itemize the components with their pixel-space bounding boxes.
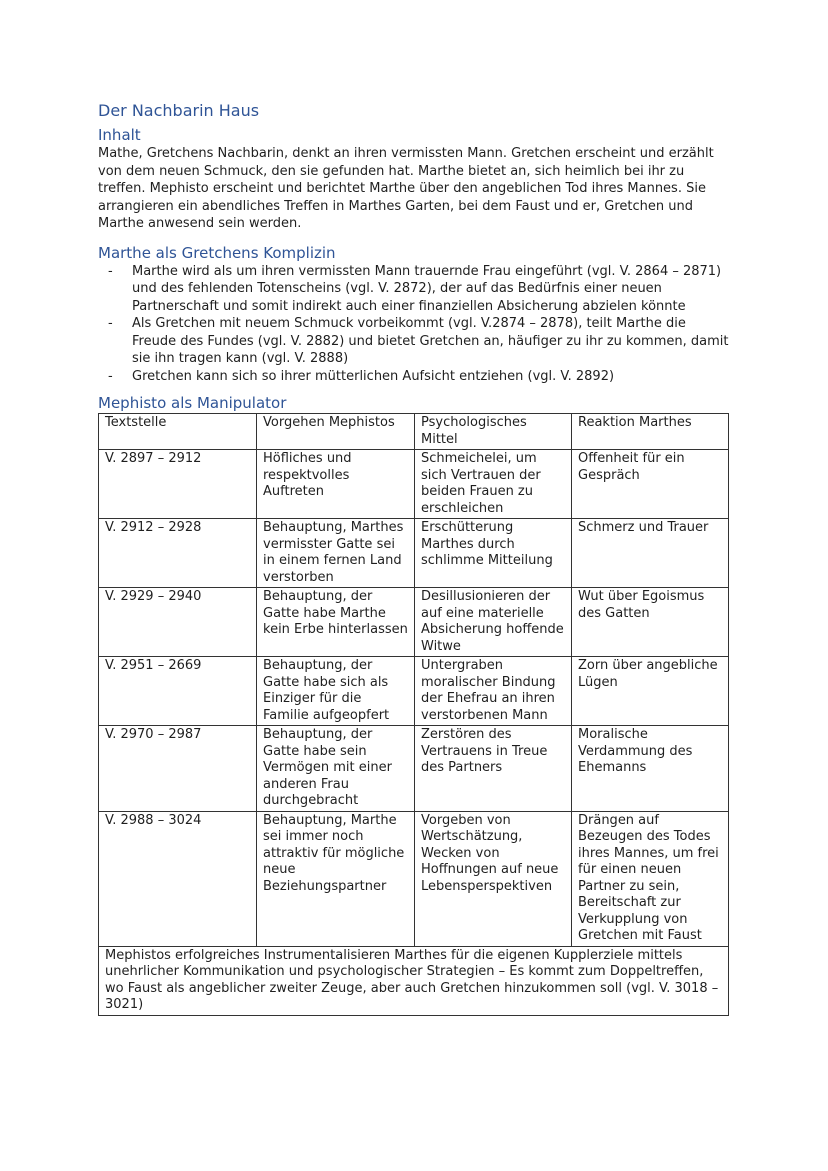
inhalt-paragraph: Mathe, Gretchens Nachbarin, denkt an ihren vermissten Mann. Gretchen erscheint und erzählt von dem neuen Schmuck, den sie gefunden hat. Marthe bietet an, sich heimlich bei ihr zu treffen. Mephisto erscheint und berichtet Marthe über den angeblichen Tod ihres Mannes. Sie arrangieren ein abendliches Treffen in Marthes Garten, bei dem Faust und er, Gretchen und Marthe anwesend sein werden. <box>98 146 714 231</box>
table-row <box>99 811 729 946</box>
manipulator-table <box>98 413 729 1016</box>
section-heading-manipulator: Mephisto als Manipulator <box>98 394 287 412</box>
column-header: Reaktion Marthes <box>572 414 729 450</box>
list-item <box>108 263 730 316</box>
table-cell: Behauptung, der Gatte habe sich als Einziger für die Familie aufgeopfert <box>257 657 415 726</box>
table-cell: Erschütterung Marthes durch schlimme Mitteilung <box>415 519 572 588</box>
table-cell: Höfliches und respektvolles Auftreten <box>257 450 415 519</box>
column-header: Textstelle <box>99 414 257 450</box>
dash-bullet: - <box>108 316 113 331</box>
table-cell: V. 2897 – 2912 <box>99 450 257 519</box>
list-item-text: Als Gretchen mit neuem Schmuck vorbeikommt (vgl. V.2874 – 2878), teilt Marthe die Freude des Fundes (vgl. V. 2882) und bietet Gretchen an, häufiger zu ihr zu kommen, damit sie ihn tragen kann (vgl. V. 2888) <box>132 316 729 366</box>
column-header: Vorgehen Mephistos <box>257 414 415 450</box>
list-item-text: Gretchen kann sich so ihrer mütterlichen Aufsicht entziehen (vgl. V. 2892) <box>132 368 615 384</box>
dash-bullet: - <box>108 368 113 384</box>
table-cell: Moralische Verdammung des Ehemanns <box>572 726 729 812</box>
table-cell: V. 2929 – 2940 <box>99 588 257 657</box>
table-cell: Vorgeben von Wertschätzung, Wecken von Hoffnungen auf neue Lebensperspektiven <box>415 811 572 946</box>
spacer <box>98 385 730 393</box>
table-cell: V. 2951 – 2669 <box>99 657 257 726</box>
table-cell: Desillusionieren der auf eine materielle Absicherung hoffende Witwe <box>415 588 572 657</box>
table-row <box>99 588 729 657</box>
table-cell: V. 2912 – 2928 <box>99 519 257 588</box>
list-item-text: Marthe wird als um ihren vermissten Mann trauernde Frau eingeführt (vgl. V. 2864 – 2871) und des fehlenden Totenscheins (vgl. V. 2872), der auf das Bedürfnis einer neuen Partnerschaft und somit indirekt auch einer finanziellen Absicherung abzielen könnte <box>132 263 722 314</box>
document-title: Der Nachbarin Haus <box>98 101 260 120</box>
table-cell: Behauptung, Marthe sei immer noch attraktiv für mögliche neue Beziehungspartner <box>257 811 415 946</box>
table-cell: Zerstören des Vertrauens in Treue des Partners <box>415 726 572 812</box>
table-cell: V. 2988 – 3024 <box>99 811 257 946</box>
table-cell: Drängen auf Bezeugen des Todes ihres Mannes, um frei für einen neuen Partner zu sein, Bereitschaft zur Verkupplung von Gretchen mit Faust <box>572 811 729 946</box>
list-item <box>108 368 730 386</box>
table-cell: Offenheit für ein Gespräch <box>572 450 729 519</box>
table-row <box>99 519 729 588</box>
komplizin-list <box>98 263 730 386</box>
table-row <box>99 450 729 519</box>
document-content <box>98 100 730 1016</box>
dash-bullet: - <box>108 263 113 279</box>
column-header: Psychologisches Mittel <box>415 414 572 450</box>
table-row <box>99 726 729 812</box>
table-cell: Schmerz und Trauer <box>572 519 729 588</box>
table-cell: Schmeichelei, um sich Vertrauen der beiden Frauen zu erschleichen <box>415 450 572 519</box>
table-row <box>99 657 729 726</box>
table-cell: Wut über Egoismus des Gatten <box>572 588 729 657</box>
table-cell: Behauptung, Marthes vermisster Gatte sei in einem fernen Land verstorben <box>257 519 415 588</box>
summary-cell: Mephistos erfolgreiches Instrumentalisieren Marthes für die eigenen Kupplerziele mittels unehrlicher Kommunikation und psychologischer Strategien – Es kommt zum Doppeltreffen, wo Faust als angeblicher zweiter Zeuge, aber auch Gretchen hinzukommen soll (vgl. V. 3018 – 3021) <box>99 946 729 1015</box>
table-header-row <box>99 414 729 450</box>
section-heading-inhalt: Inhalt <box>98 126 141 144</box>
spacer <box>98 233 730 243</box>
table-cell: V. 2970 – 2987 <box>99 726 257 812</box>
section-heading-komplizin: Marthe als Gretchens Komplizin <box>98 243 336 262</box>
table-cell: Behauptung, der Gatte habe Marthe kein Erbe hinterlassen <box>257 588 415 657</box>
list-item <box>108 315 730 368</box>
table-cell: Behauptung, der Gatte habe sein Vermögen mit einer anderen Frau durchgebracht <box>257 726 415 812</box>
table-summary-row <box>99 946 729 1015</box>
table-cell: Zorn über angebliche Lügen <box>572 657 729 726</box>
table-cell: Untergraben moralischer Bindung der Ehefrau an ihren verstorbenen Mann <box>415 657 572 726</box>
